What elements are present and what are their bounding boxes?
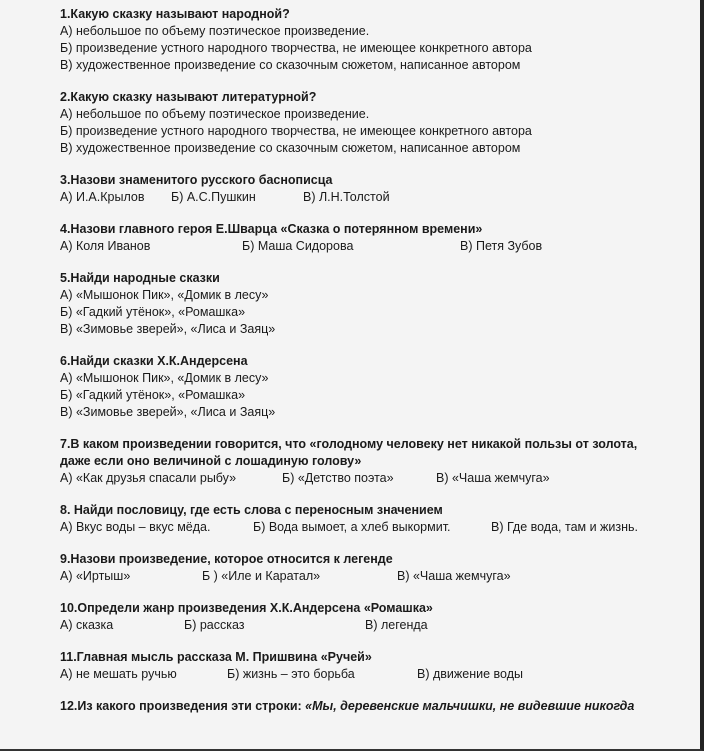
option-a: А) не мешать ручью (60, 667, 177, 681)
option-a: А) небольшое по объему поэтическое произведение. (60, 107, 370, 121)
question-4 (60, 221, 700, 255)
option-c: В) «Чаша жемчуга» (436, 471, 550, 485)
option-a: А) «Иртыш» (60, 569, 131, 583)
option-b: Б) «Гадкий утёнок», «Ромашка» (60, 388, 246, 402)
question-title: 1.Какую сказку называют народной? (60, 7, 290, 21)
option-b: Б) Вода вымоет, а хлеб выкормит. (253, 520, 451, 534)
option-a: А) Коля Иванов (60, 239, 151, 253)
option-c: В) Л.Н.Толстой (303, 190, 390, 204)
option-b: Б) «Гадкий утёнок», «Ромашка» (60, 305, 246, 319)
option-a: А) И.А.Крылов (60, 190, 145, 204)
option-b: Б) «Детство поэта» (282, 471, 394, 485)
option-c: В) Где вода, там и жизнь. (491, 520, 639, 534)
question-title-line2: даже если оно величиной с лошадиную голову» (60, 454, 362, 468)
question-9 (60, 551, 700, 585)
option-a: А) «Мышонок Пик», «Домик в лесу» (60, 288, 269, 302)
question-title: 9.Назови произведение, которое относится к легенде (60, 552, 393, 566)
question-5 (60, 270, 700, 338)
option-b: Б) рассказ (184, 618, 245, 632)
question-title: 3.Назови знаменитого русского баснописца (60, 173, 333, 187)
option-a: А) «Мышонок Пик», «Домик в лесу» (60, 371, 269, 385)
option-b: Б ) «Иле и Каратал» (202, 569, 321, 583)
option-c: В) «Чаша жемчуга» (397, 569, 511, 583)
option-b: Б) произведение устного народного творчества, не имеющее конкретного автора (60, 41, 532, 55)
question-2 (60, 89, 700, 157)
option-a: А) «Как друзья спасали рыбу» (60, 471, 237, 485)
question-8 (60, 502, 700, 536)
question-1 (60, 6, 700, 74)
option-c: В) легенда (365, 618, 428, 632)
option-b: Б) А.С.Пушкин (171, 190, 256, 204)
question-title: 11.Главная мысль рассказа М. Пришвина «Ручей» (60, 650, 372, 664)
question-6 (60, 353, 700, 421)
option-b: Б) Маша Сидорова (242, 239, 354, 253)
option-c: В) художественное произведение со сказочным сюжетом, написанное автором (60, 58, 521, 72)
question-title: 2.Какую сказку называют литературной? (60, 90, 317, 104)
question-title: 10.Определи жанр произведения Х.К.Андерсена «Ромашка» (60, 601, 433, 615)
option-a: А) небольшое по объему поэтическое произведение. (60, 24, 370, 38)
question-title: 8. Найди пословицу, где есть слова с переносным значением (60, 503, 443, 517)
question-title: 7.В каком произведении говорится, что «голодному человеку нет никакой пользы от золота, (60, 437, 638, 451)
question-title: 5.Найди народные сказки (60, 271, 220, 285)
option-c: В) Петя Зубов (460, 239, 543, 253)
option-c: В) «Зимовье зверей», «Лиса и Заяц» (60, 322, 276, 336)
question-11 (60, 649, 700, 683)
option-a: А) сказка (60, 618, 114, 632)
quiz-document (60, 6, 700, 730)
question-3 (60, 172, 700, 206)
question-10 (60, 600, 700, 634)
question-7 (60, 436, 700, 487)
question-title: 4.Назови главного героя Е.Шварца «Сказка о потерянном времени» (60, 222, 483, 236)
question-title: 6.Найди сказки Х.К.Андерсена (60, 354, 248, 368)
option-a: А) Вкус воды – вкус мёда. (60, 520, 211, 534)
option-b: Б) жизнь – это борьба (227, 667, 355, 681)
question-title (60, 698, 700, 715)
option-b: Б) произведение устного народного творчества, не имеющее конкретного автора (60, 124, 532, 138)
question-quote: «Мы, деревенские мальчишки, не видевшие никогда (305, 699, 635, 713)
question-title-text: 12.Из какого произведения эти строки: (60, 699, 306, 713)
option-c: В) художественное произведение со сказочным сюжетом, написанное автором (60, 141, 521, 155)
option-c: В) движение воды (417, 667, 523, 681)
question-12 (60, 698, 700, 715)
option-c: В) «Зимовье зверей», «Лиса и Заяц» (60, 405, 276, 419)
